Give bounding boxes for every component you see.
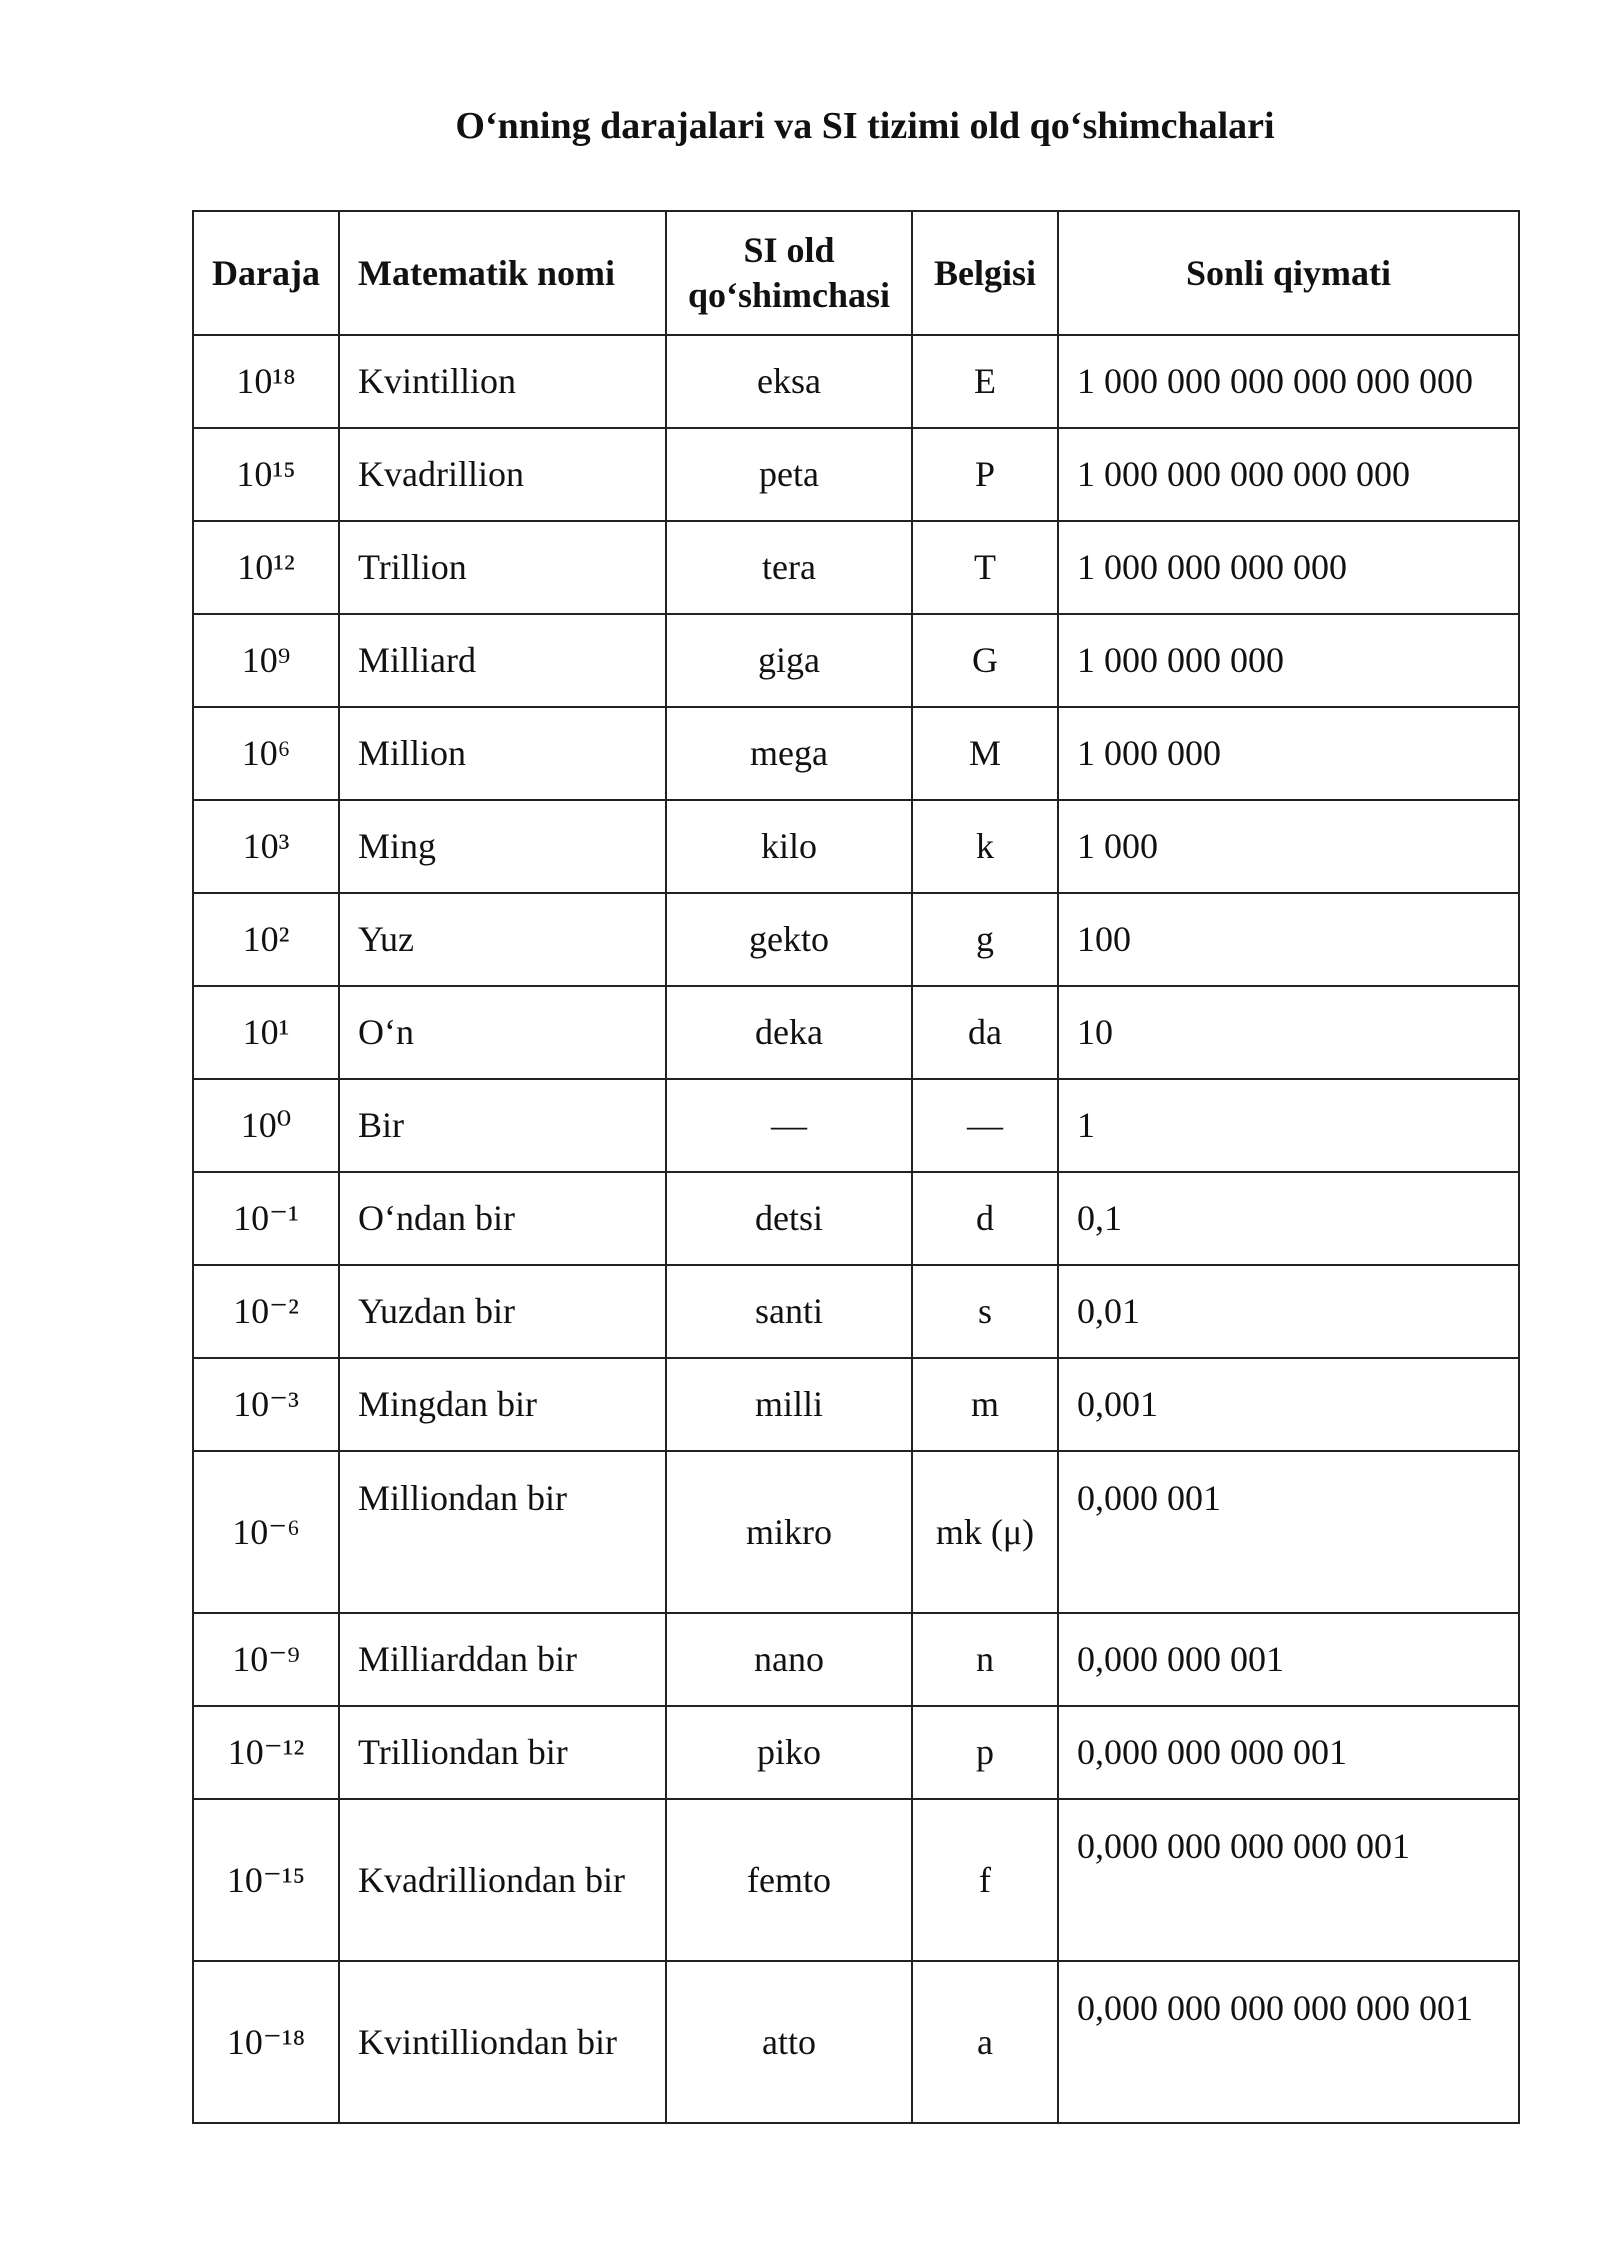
cell-prefix: kilo [666,800,912,893]
cell-symbol: E [912,335,1058,428]
cell-symbol: G [912,614,1058,707]
header-matematik-nomi: Matematik nomi [339,211,666,335]
cell-name: Mingdan bir [339,1358,666,1451]
cell-symbol: a [912,1961,1058,2123]
cell-value: 0,01 [1058,1265,1519,1358]
table-row [193,1451,1519,1613]
table-row [193,614,1519,707]
cell-symbol: — [912,1079,1058,1172]
cell-symbol: k [912,800,1058,893]
cell-name: Kvintilliondan bir [339,1961,666,2123]
cell-power: 10⁻¹ [193,1172,339,1265]
header-si-prefix: SI old qo‘shimchasi [666,211,912,335]
cell-name: Milliondan bir [339,1451,666,1613]
cell-power: 10² [193,893,339,986]
cell-value: 0,000 001 [1058,1451,1519,1613]
cell-name: Yuzdan bir [339,1265,666,1358]
cell-name: Milliarddan bir [339,1613,666,1706]
table-row [193,986,1519,1079]
cell-power: 10⁹ [193,614,339,707]
cell-prefix: gekto [666,893,912,986]
cell-power: 10⁻⁹ [193,1613,339,1706]
cell-prefix: mikro [666,1451,912,1613]
table-row [193,1961,1519,2123]
cell-prefix: piko [666,1706,912,1799]
cell-power: 10¹² [193,521,339,614]
table-row [193,1079,1519,1172]
cell-power: 10³ [193,800,339,893]
cell-power: 10⁻¹⁸ [193,1961,339,2123]
cell-symbol: da [912,986,1058,1079]
cell-name: Trillion [339,521,666,614]
cell-name: O‘n [339,986,666,1079]
cell-power: 10⁻⁶ [193,1451,339,1613]
cell-value: 0,000 000 000 000 001 [1058,1799,1519,1961]
cell-symbol: f [912,1799,1058,1961]
cell-symbol: P [912,428,1058,521]
cell-name: Kvadrilliondan bir [339,1799,666,1961]
table-row [193,800,1519,893]
cell-prefix: — [666,1079,912,1172]
cell-power: 10⁻¹² [193,1706,339,1799]
cell-name: Million [339,707,666,800]
cell-prefix: eksa [666,335,912,428]
cell-symbol: mk (μ) [912,1451,1058,1613]
cell-value: 1 000 000 000 000 000 000 [1058,335,1519,428]
table-row [193,1265,1519,1358]
cell-value: 0,1 [1058,1172,1519,1265]
cell-symbol: M [912,707,1058,800]
cell-prefix: mega [666,707,912,800]
cell-name: Yuz [339,893,666,986]
cell-power: 10¹⁵ [193,428,339,521]
cell-prefix: femto [666,1799,912,1961]
cell-power: 10¹⁸ [193,335,339,428]
table-header-row [193,211,1519,335]
cell-power: 10¹ [193,986,339,1079]
cell-prefix: santi [666,1265,912,1358]
cell-power: 10⁻² [193,1265,339,1358]
table-row [193,1706,1519,1799]
cell-power: 10⁻¹⁵ [193,1799,339,1961]
cell-name: Milliard [339,614,666,707]
cell-value: 1 000 000 000 000 [1058,521,1519,614]
cell-prefix: peta [666,428,912,521]
cell-symbol: g [912,893,1058,986]
cell-prefix: deka [666,986,912,1079]
cell-name: Trilliondan bir [339,1706,666,1799]
table-row [193,707,1519,800]
header-belgisi: Belgisi [912,211,1058,335]
table-row [193,428,1519,521]
cell-value: 10 [1058,986,1519,1079]
cell-value: 100 [1058,893,1519,986]
cell-name: Kvadrillion [339,428,666,521]
cell-name: O‘ndan bir [339,1172,666,1265]
cell-value: 0,000 000 001 [1058,1613,1519,1706]
cell-value: 1 000 000 000 [1058,614,1519,707]
cell-prefix: detsi [666,1172,912,1265]
cell-value: 1 [1058,1079,1519,1172]
cell-symbol: n [912,1613,1058,1706]
table-row [193,1799,1519,1961]
cell-power: 10⁻³ [193,1358,339,1451]
cell-symbol: p [912,1706,1058,1799]
table-row [193,1358,1519,1451]
cell-prefix: nano [666,1613,912,1706]
table-row [193,1613,1519,1706]
table-row [193,893,1519,986]
cell-prefix: giga [666,614,912,707]
cell-name: Kvintillion [339,335,666,428]
cell-value: 0,001 [1058,1358,1519,1451]
cell-value: 1 000 000 000 000 000 [1058,428,1519,521]
table-row [193,335,1519,428]
cell-symbol: d [912,1172,1058,1265]
header-sonli-qiymati: Sonli qiymati [1058,211,1519,335]
cell-prefix: tera [666,521,912,614]
table-row [193,521,1519,614]
page-title: O‘nning darajalari va SI tizimi old qo‘shimchalari [455,105,1275,147]
cell-power: 10⁶ [193,707,339,800]
cell-name: Ming [339,800,666,893]
cell-value: 0,000 000 000 000 000 001 [1058,1961,1519,2123]
cell-symbol: m [912,1358,1058,1451]
si-prefix-table [192,210,1520,2124]
cell-power: 10⁰ [193,1079,339,1172]
table-row [193,1172,1519,1265]
cell-value: 1 000 [1058,800,1519,893]
cell-value: 0,000 000 000 001 [1058,1706,1519,1799]
cell-prefix: atto [666,1961,912,2123]
cell-prefix: milli [666,1358,912,1451]
cell-symbol: T [912,521,1058,614]
header-daraja: Daraja [193,211,339,335]
cell-name: Bir [339,1079,666,1172]
cell-symbol: s [912,1265,1058,1358]
cell-value: 1 000 000 [1058,707,1519,800]
